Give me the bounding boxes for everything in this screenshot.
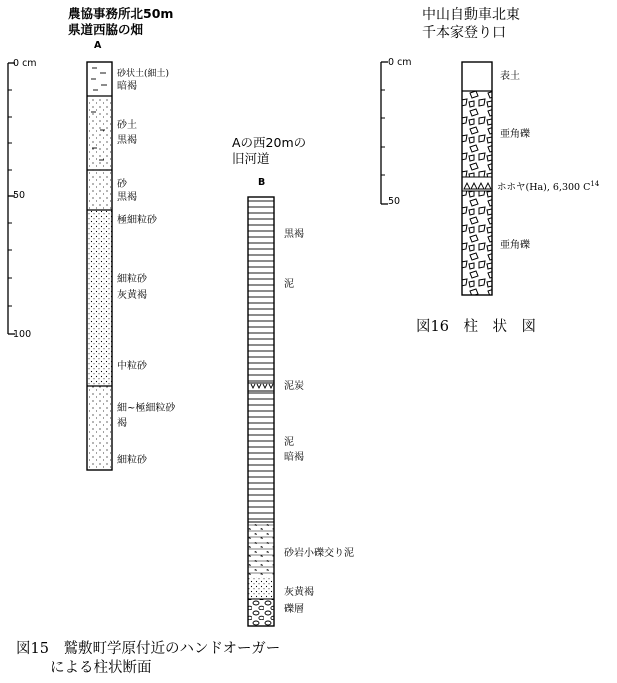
figure-16-layer-3-unit: C	[583, 182, 591, 194]
column-a-layer-4-label: 極細粒砂	[117, 215, 157, 226]
column-a-layer-1-label: 砂状土(細土)	[117, 69, 170, 79]
figure-16-layer-1-label: 表土	[500, 71, 520, 82]
column-b-layer-4-label: 泥	[284, 437, 294, 448]
column-a-layer-2-color: 黒褐	[117, 135, 137, 146]
scale-a-fifty-label: 50	[13, 190, 26, 201]
figure-16-layer-3-label	[497, 181, 599, 193]
column-b-location-line1: Aの西20mの	[232, 135, 307, 150]
figure-16-location-line1: 中山自動車北東	[422, 7, 520, 23]
figure-16-layer-3-sup: 14	[590, 180, 600, 188]
column-a-location-line2: 県道西脇の畑	[68, 22, 144, 37]
column-b-location-line2: 旧河道	[232, 151, 270, 166]
figure-15-caption-line2: による柱状断面	[50, 660, 152, 676]
column-b-layer-7-label: 礫層	[284, 604, 304, 615]
column-b-layer-3-label: 泥炭	[284, 381, 304, 392]
column-a-layer-3-label: 砂	[117, 179, 127, 190]
column-a-layer-5-label: 細粒砂	[117, 274, 147, 285]
column-b-layer-5-label: 砂岩小礫交り泥	[284, 548, 354, 559]
column-b-layer-2-label: 泥	[284, 279, 294, 290]
column-a-layer-7-color: 褐	[117, 418, 127, 429]
figure-16-layer-3-text: ホホヤ(Ha), 6,300	[497, 182, 581, 194]
scale-a-hundred-label: 100	[13, 329, 32, 340]
scale-16-zero-label: 0 cm	[388, 57, 412, 68]
column-a-layer-6-label: 中粒砂	[117, 361, 147, 372]
figure-16-layer-4-label: 亜角礫	[500, 240, 530, 251]
column-b-layer-6-label: 灰黄褐	[284, 587, 314, 598]
figure-16-caption: 図16 柱 状 図	[416, 319, 536, 335]
column-a-id: A	[94, 40, 102, 51]
scale-16-fifty-label: 50	[388, 196, 401, 207]
column-a-layer-7-label: 細~極細粒砂	[117, 403, 176, 414]
column-b-layer-1-label: 黒褐	[284, 229, 304, 240]
figure-16-location-line2: 千本家登り口	[422, 25, 506, 41]
column-b-layer-4-color: 暗褐	[284, 452, 304, 463]
column-a-layer-1-color: 暗褐	[117, 81, 137, 92]
column-a-layer-3-color: 黒褐	[117, 192, 137, 203]
figure-16-layer-2-label: 亜角礫	[500, 129, 530, 140]
column-a-layer-8-label: 細粒砂	[117, 455, 147, 466]
column-a-layer-2-label: 砂土	[117, 120, 137, 131]
column-b-id: B	[258, 177, 266, 188]
figure-15-caption-line1: 図15 鷲敷町学原付近のハンドオーガー	[16, 641, 281, 657]
column-a-layer-5-color: 灰黄褐	[117, 290, 147, 301]
scale-a-zero-label: 0 cm	[13, 58, 37, 69]
column-16	[462, 62, 492, 295]
scale-bar-16	[381, 62, 388, 204]
column-a-location-line1: 農協事務所北50m	[68, 6, 174, 21]
